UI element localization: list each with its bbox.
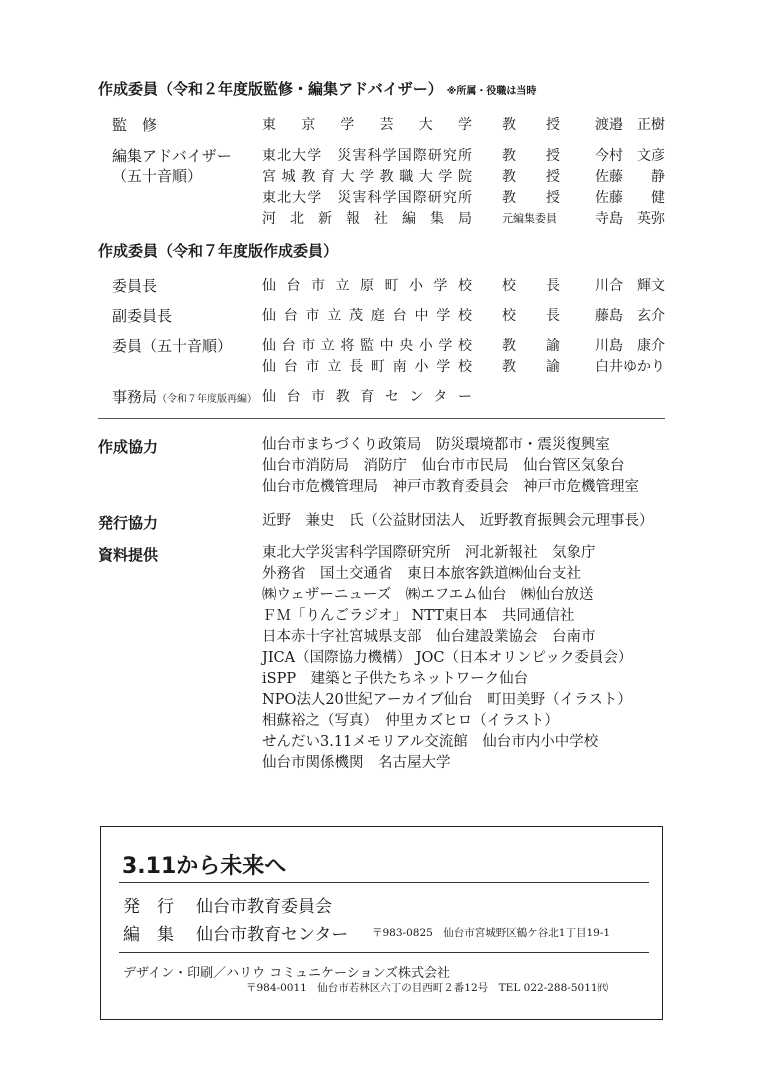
materials-list <box>262 543 632 774</box>
materials-line: ㈱ウェザーニューズ ㈱エフエム仙台 ㈱仙台放送 <box>262 587 594 603</box>
org-member-1: 仙台市立将監中央小学校 <box>262 338 472 354</box>
materials-line: 仙台市関係機関 名古屋大学 <box>262 755 451 771</box>
publishing-cooperation-label: 発行協力 <box>98 514 159 532</box>
cooperation-label: 作成協力 <box>98 438 159 456</box>
org-vice-chair: 仙台市立茂庭台中学校 <box>262 308 472 324</box>
editor-name: 仙台市教育センター <box>196 925 349 945</box>
affiliation-note: ※所属・役職は当時 <box>446 86 537 97</box>
cooperation-line: 仙台市危機管理局 神戸市教育委員会 神戸市危機管理室 <box>262 479 639 495</box>
materials-line: 相蘇裕之（写真） 仲里カズヒロ（イラスト） <box>262 713 559 729</box>
colophon-divider-bottom <box>119 952 649 953</box>
role-advisor-note: （五十音順） <box>112 167 203 185</box>
secretariat-note: （令和７年度版再編） <box>157 394 258 405</box>
cooperation-line: 仙台市まちづくり政策局 防災環境都市・震災復興室 <box>262 437 610 453</box>
name-advisor-2: 佐藤 静 <box>595 169 665 185</box>
secretariat-label: 事務局 <box>112 388 158 406</box>
org-advisor-3: 東北大学 災害科学国際研究所 <box>262 190 472 206</box>
design-address: 〒984-0011 仙台市若林区六丁の目西町２番12号 TEL 022-288-5011㈹ <box>246 982 609 994</box>
position-advisor-2: 教 授 <box>502 169 560 185</box>
colophon-title: 3.11から未来へ <box>122 854 287 879</box>
heading-text: 作成委員（令和２年度版監修・編集アドバイザー） <box>98 80 443 98</box>
role-chair: 委員長 <box>112 277 158 295</box>
materials-line: 東北大学災害科学国際研究所 河北新報社 気象庁 <box>262 545 596 561</box>
name-vice-chair: 藤島 玄介 <box>595 308 665 324</box>
name-supervisor: 渡邉 正樹 <box>595 117 665 133</box>
role-advisor: 編集アドバイザー <box>112 147 232 165</box>
materials-line: ＦＭ「りんごラジオ」 NTT東日本 共同通信社 <box>262 608 575 624</box>
name-member-2: 白井ゆかり <box>595 359 665 375</box>
org-advisor-4: 河北新報社編集局 <box>262 211 472 227</box>
publisher-name: 仙台市教育委員会 <box>196 897 332 917</box>
org-advisor-2: 宮城教育大学教職大学院 <box>262 169 472 185</box>
colophon-divider-top <box>119 882 649 883</box>
org-advisor-1: 東北大学 災害科学国際研究所 <box>262 148 472 164</box>
name-advisor-1: 今村 文彦 <box>595 148 665 164</box>
cooperation-line: 仙台市消防局 消防庁 仙台市市民局 仙台管区気象台 <box>262 458 625 474</box>
materials-line: せんだい3.11メモリアル交流館 仙台市内小中学校 <box>262 734 599 750</box>
materials-line: iSPP 建築と子供たちネットワーク仙台 <box>262 671 529 687</box>
name-advisor-3: 佐藤 健 <box>595 190 665 206</box>
role-secretariat <box>112 386 257 407</box>
materials-line: 外務省 国土交通省 東日本旅客鉄道㈱仙台支社 <box>262 566 581 582</box>
position-member-2: 教 諭 <box>502 359 560 375</box>
materials-line: 日本赤十字社宮城県支部 仙台建設業協会 台南市 <box>262 629 596 645</box>
name-chair: 川合 輝文 <box>595 278 665 294</box>
section-divider <box>98 418 665 419</box>
materials-line: JICA（国際協力機構） JOC（日本オリンピック委員会） <box>262 650 633 666</box>
editor-address: 〒983-0825 仙台市宮城野区鶴ケ谷北1丁目19-1 <box>372 927 611 939</box>
materials-line: NPO法人20世紀アーカイブ仙台 町田美野（イラスト） <box>262 692 632 708</box>
position-vice-chair: 校 長 <box>502 308 560 324</box>
position-supervisor: 教 授 <box>502 117 560 133</box>
name-advisor-4: 寺島 英弥 <box>595 211 665 227</box>
editor-label: 編 集 <box>123 925 174 945</box>
role-members: 委員（五十音順） <box>112 337 233 355</box>
publisher-label: 発 行 <box>123 897 174 917</box>
org-secretariat: 仙台市教育センター <box>262 389 472 405</box>
position-chair: 校 長 <box>502 278 560 294</box>
org-member-2: 仙台市立長町南小学校 <box>262 359 472 375</box>
position-member-1: 教 諭 <box>502 338 560 354</box>
cooperation-list <box>262 435 639 498</box>
section-heading-2025: 作成委員（令和７年度版作成委員） <box>98 242 339 260</box>
position-advisor-3: 教 授 <box>502 190 560 206</box>
section-heading-2020 <box>98 78 536 99</box>
org-supervisor: 東京学芸大学 <box>262 117 472 133</box>
role-supervisor: 監 修 <box>112 116 158 134</box>
role-vice-chair: 副委員長 <box>112 307 173 325</box>
materials-label: 資料提供 <box>98 546 159 564</box>
publishing-cooperation-text: 近野 兼史 氏（公益財団法人 近野教育振興会元理事長） <box>262 513 654 529</box>
org-chair: 仙台市立原町小学校 <box>262 278 472 294</box>
design-print-credit: デザイン・印刷／ハリウ コミュニケーションズ株式会社 <box>123 966 451 981</box>
position-advisor-1: 教 授 <box>502 148 560 164</box>
position-advisor-4: 元編集委員 <box>502 212 557 225</box>
name-member-1: 川島 康介 <box>595 338 665 354</box>
